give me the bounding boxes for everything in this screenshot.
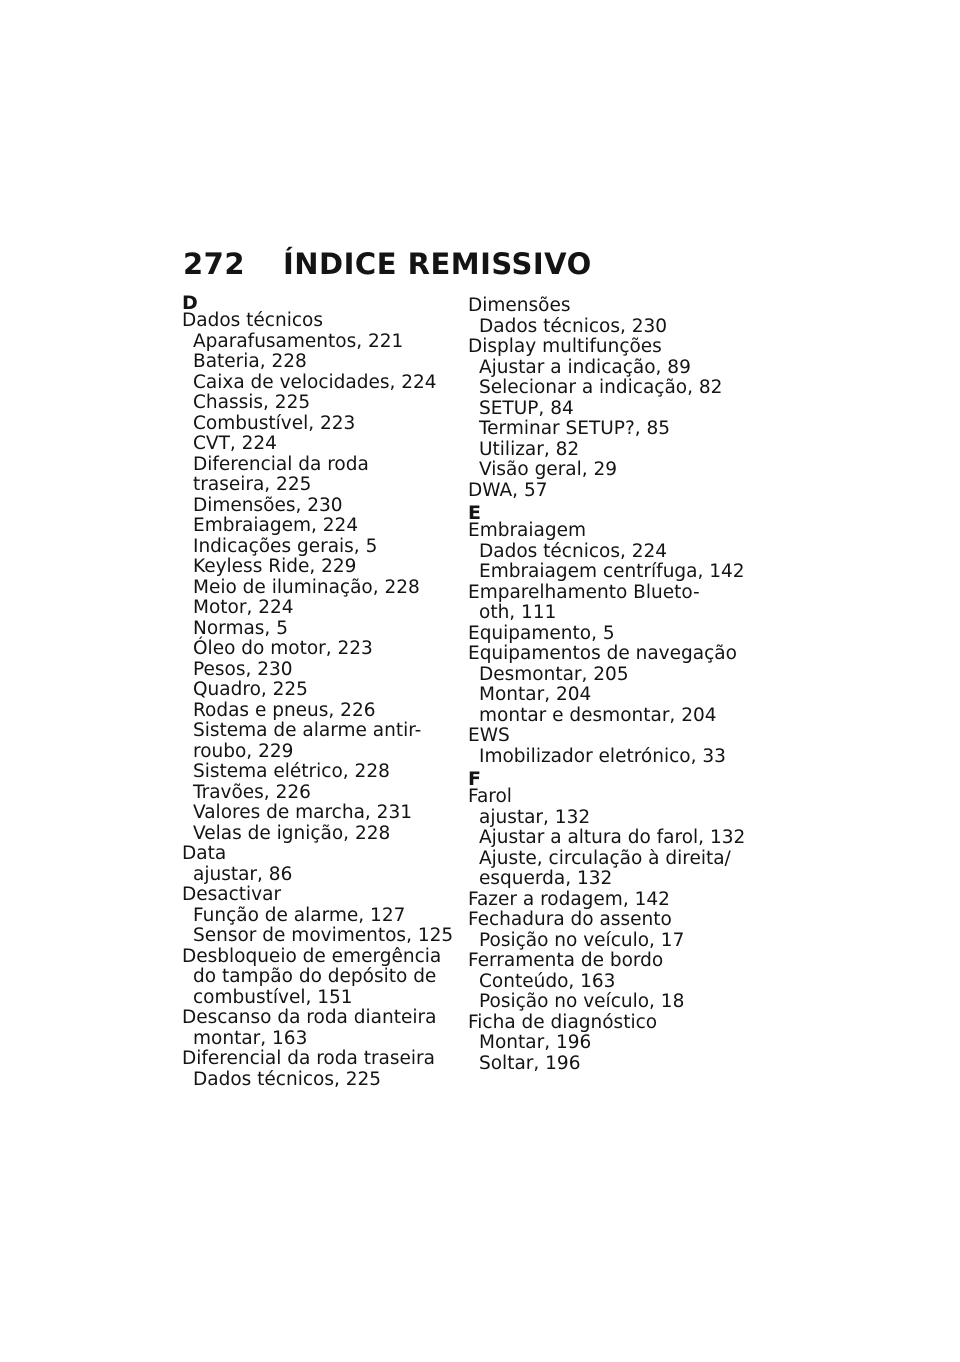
index-entry: Equipamentos de navegação xyxy=(468,643,737,664)
index-subentry: Dados técnicos, 224 xyxy=(479,540,668,562)
index-subentry: Keyless Ride, 229 xyxy=(193,556,357,577)
index-subentry: Conteúdo, 163 xyxy=(479,970,616,992)
index-subentry: Velas de ignição, 228 xyxy=(193,822,391,844)
section-letter: D xyxy=(182,292,198,314)
index-subentry: Dimensões, 230 xyxy=(193,494,343,516)
index-entry: Fazer a rodagem, 142 xyxy=(468,888,670,910)
index-subentry: Meio de iluminação, 228 xyxy=(193,576,420,598)
index-subentry: Quadro, 225 xyxy=(193,679,308,700)
index-subentry: Indicações gerais, 5 xyxy=(193,535,378,557)
index-subentry: Bateria, 228 xyxy=(193,351,307,372)
index-subentry: SETUP, 84 xyxy=(479,397,574,419)
index-entry: Descanso da roda dianteira xyxy=(182,1007,437,1028)
index-entry: Equipamento, 5 xyxy=(468,622,615,644)
index-subentry: traseira, 225 xyxy=(193,474,312,495)
index-subentry: Imobilizador eletrónico, 33 xyxy=(479,745,726,767)
index-subentry: Terminar SETUP?, 85 xyxy=(479,418,671,439)
index-subentry: oth, 111 xyxy=(479,602,557,623)
index-subentry: Dados técnicos, 225 xyxy=(193,1068,382,1090)
index-entry: Embraiagem xyxy=(468,520,587,541)
index-entry: DWA, 57 xyxy=(468,479,548,501)
index-subentry: do tampão do depósito de xyxy=(193,966,437,987)
index-subentry: ajustar, 86 xyxy=(193,863,293,885)
index-subentry: Função de alarme, 127 xyxy=(193,904,406,926)
index-section xyxy=(468,296,738,501)
index-entry: Data xyxy=(182,843,227,864)
section-letter: F xyxy=(468,768,481,790)
index-entry: Emparelhamento Blueto- xyxy=(468,581,700,603)
index-subentry: Óleo do motor, 223 xyxy=(193,638,373,659)
index-entry: Farol xyxy=(468,786,512,807)
index-subentry: Embraiagem centrífuga, 142 xyxy=(479,561,745,582)
index-entry: EWS xyxy=(468,725,510,746)
index-subentry: Travões, 226 xyxy=(193,781,311,803)
index-entry: Dados técnicos xyxy=(182,310,323,331)
index-entry: Ferramenta de bordo xyxy=(468,950,664,971)
index-section xyxy=(182,292,454,1090)
index-subentry: Diferencial da roda xyxy=(193,453,369,475)
index-subentry: esquerda, 132 xyxy=(479,868,613,889)
index-subentry: Selecionar a indicação, 82 xyxy=(479,377,723,398)
index-section xyxy=(468,502,745,767)
index-subentry: Ajustar a indicação, 89 xyxy=(479,356,691,378)
index-subentry: Desmontar, 205 xyxy=(479,663,629,685)
page-number: 272 xyxy=(183,247,246,281)
index-column-left xyxy=(182,292,454,1095)
index-subentry: Ajuste, circulação à direita/ xyxy=(479,847,731,869)
index-subentry: montar e desmontar, 204 xyxy=(479,704,717,726)
index-entry: Desactivar xyxy=(182,884,282,905)
section-letter: E xyxy=(468,502,481,524)
index-subentry: Sensor de movimentos, 125 xyxy=(193,925,454,946)
index-subentry: Dados técnicos, 230 xyxy=(479,315,668,337)
index-column-right xyxy=(468,295,746,1079)
index-subentry: CVT, 224 xyxy=(193,433,277,454)
index-subentry: Combustível, 223 xyxy=(193,412,356,434)
index-subentry: Posição no veículo, 18 xyxy=(479,991,685,1012)
index-subentry: ajustar, 132 xyxy=(479,806,591,828)
index-subentry: Valores de marcha, 231 xyxy=(193,802,412,823)
index-entry: Fechadura do assento xyxy=(468,909,672,930)
index-subentry: Posição no veículo, 17 xyxy=(479,929,685,951)
index-subentry: Normas, 5 xyxy=(193,617,288,639)
index-subentry: Utilizar, 82 xyxy=(479,438,580,460)
index-subentry: Embraiagem, 224 xyxy=(193,515,359,536)
index-subentry: Pesos, 230 xyxy=(193,658,293,680)
index-subentry: Visão geral, 29 xyxy=(479,459,618,480)
index-subentry: Rodas e pneus, 226 xyxy=(193,699,376,721)
index-subentry: roubo, 229 xyxy=(193,740,294,762)
index-subentry: Caixa de velocidades, 224 xyxy=(193,371,437,393)
index-subentry: Motor, 224 xyxy=(193,597,294,618)
index-subentry: Sistema elétrico, 228 xyxy=(193,761,390,782)
index-subentry: Montar, 196 xyxy=(479,1032,592,1053)
index-subentry: Montar, 204 xyxy=(479,684,592,705)
index-entry: Diferencial da roda traseira xyxy=(182,1048,435,1069)
index-subentry: Ajustar a altura do farol, 132 xyxy=(479,827,746,848)
index-entry: Ficha de diagnóstico xyxy=(468,1011,658,1033)
index-entry: Display multifunções xyxy=(468,336,662,357)
index-subentry: Aparafusamentos, 221 xyxy=(193,330,404,352)
index-subentry: Soltar, 196 xyxy=(479,1052,581,1074)
index-subentry: combustível, 151 xyxy=(193,986,353,1008)
page-title: ÍNDICE REMISSIVO xyxy=(283,247,592,281)
index-subentry: montar, 163 xyxy=(193,1027,308,1049)
index-entry: Dimensões xyxy=(468,295,571,316)
index-entry: Desbloqueio de emergência xyxy=(182,945,442,967)
index-subentry: Chassis, 225 xyxy=(193,392,311,413)
index-subentry: Sistema de alarme antir- xyxy=(193,720,422,741)
index-section xyxy=(468,768,746,1074)
